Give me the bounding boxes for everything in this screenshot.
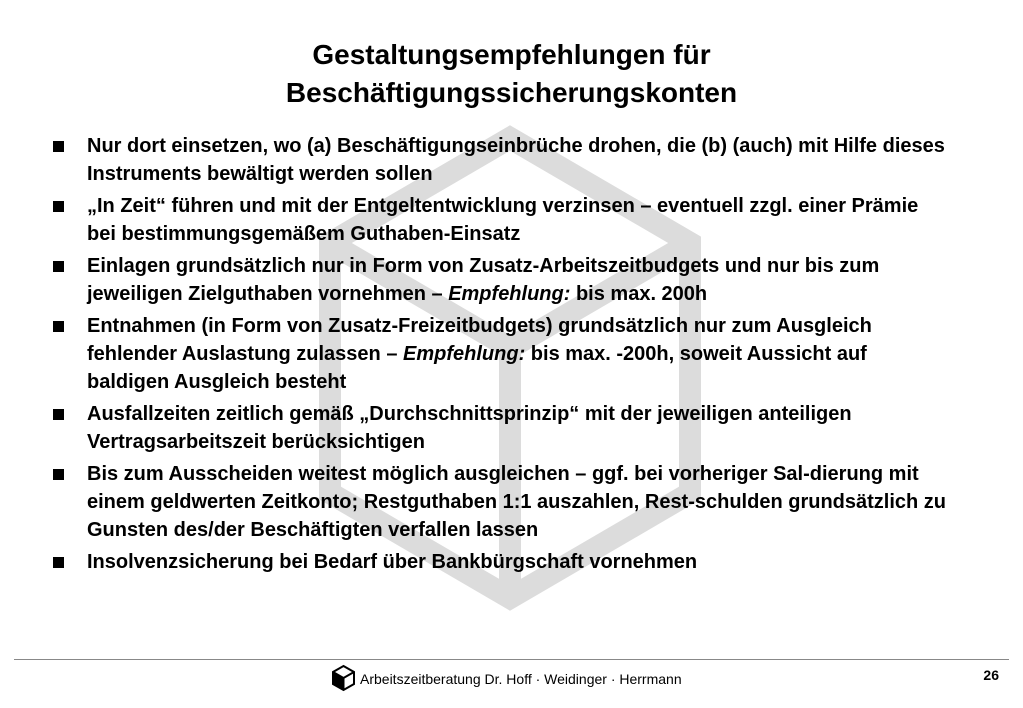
bullet-item: Entnahmen (in Form von Zusatz-Freizeitbudgets) grundsätzlich nur zum Ausgleich fehlender Auslastung zulassen – Empfehlung: bis max. -200h, soweit Aussicht auf baldigen Ausgleich besteht [52, 312, 952, 396]
footer-divider [14, 659, 1009, 660]
bullet-item: Insolvenzsicherung bei Bedarf über Bankbürgschaft vornehmen [52, 548, 952, 576]
slide-title-line-1: Gestaltungsempfehlungen für [312, 39, 711, 70]
slide-title-line-2: Beschäftigungssicherungskonten [285, 77, 738, 108]
emphasis-label: Empfehlung: [403, 343, 526, 365]
bullet-list [52, 132, 952, 580]
bullet-item: Ausfallzeiten zeitlich gemäß „Durchschnittsprinzip“ mit der jeweiligen anteiligen Vertragsarbeitszeit berücksichtigen [52, 400, 952, 456]
bullet-item: Nur dort einsetzen, wo (a) Beschäftigungseinbrüche drohen, die (b) (auch) mit Hilfe dieses Instruments bewältigt werden sollen [52, 132, 952, 188]
slide-title [0, 36, 1023, 112]
bullet-item: Bis zum Ausscheiden weitest möglich ausgleichen – ggf. bei vorheriger Sal-dierung mit einem geldwerten Zeitkonto; Restguthaben 1:1 auszahlen, Rest-schulden grundsätzlich zu Gunsten des/der Beschäftigten verfallen lassen [52, 460, 952, 544]
cube-logo-icon [331, 664, 356, 692]
page-number: 26 [983, 667, 999, 683]
emphasis-label: Empfehlung: [448, 283, 571, 305]
footer-text: Arbeitszeitberatung Dr. Hoff · Weidinger · Herrmann [360, 671, 682, 687]
bullet-item: „In Zeit“ führen und mit der Entgeltentwicklung verzinsen – eventuell zzgl. einer Prämie bei bestimmungsgemäßem Guthaben-Einsatz [52, 192, 952, 248]
bullet-item: Einlagen grundsätzlich nur in Form von Zusatz-Arbeitszeitbudgets und nur bis zum jeweiligen Zielguthaben vornehmen – Empfehlung: bis max. 200h [52, 252, 952, 308]
